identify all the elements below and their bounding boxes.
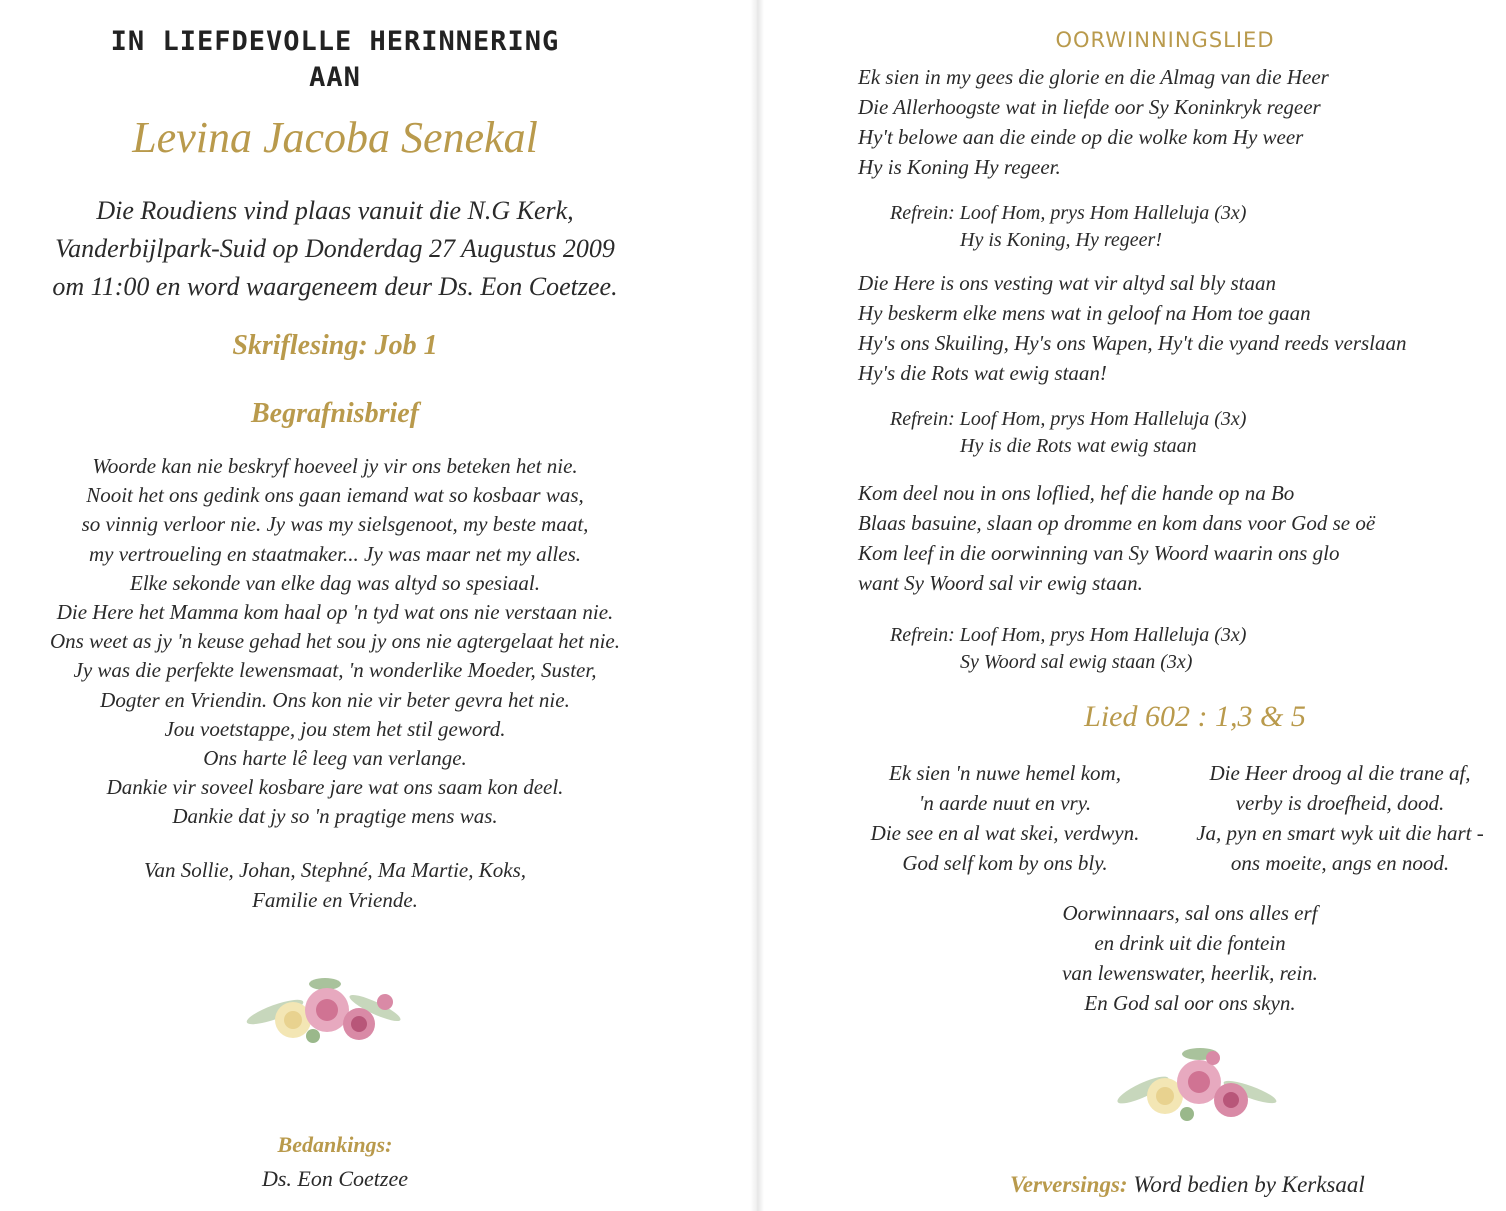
refrain-line: Refrein: Loof Hom, prys Hom Halleluja (3x): [890, 202, 1247, 224]
verse-line: Die Allerhoogste wat in liefde oor Sy Koninkryk regeer: [858, 95, 1321, 119]
verse-line: Hy is Koning Hy regeer.: [858, 155, 1061, 179]
service-details: [0, 192, 670, 306]
verse-line: Kom leef in die oorwinning van Sy Woord waarin ons glo: [858, 541, 1340, 565]
rose-bouquet-icon: [1105, 1040, 1285, 1130]
hymn-line: Die see en al wat skei, verdwyn.: [870, 821, 1140, 845]
hymn-line: verby is droefheid, dood.: [1235, 791, 1445, 815]
letter-line: Dogter en Vriendin. Ons kon nie vir beter gevra het nie.: [100, 687, 570, 712]
letter-line: Dankie dat jy so 'n pragtige mens was.: [172, 804, 498, 829]
thanks-label: Bedankings:: [277, 1132, 393, 1157]
verse-line: Ek sien in my gees die glorie en die Almag van die Heer: [858, 65, 1329, 89]
hymn-title: Lied 602 : 1,3 & 5: [1084, 700, 1306, 733]
deceased-name: Levina Jacoba Senekal: [132, 113, 538, 162]
letter-line: so vinnig verloor nie. Jy was my sielsgenoot, my beste maat,: [81, 512, 589, 537]
refreshments-note: [1010, 1172, 1430, 1198]
verse-line: Hy's die Rots wat ewig staan!: [858, 361, 1107, 385]
hymn-line: God self kom by ons bly.: [902, 851, 1108, 875]
letter-line: Nooit het ons gedink ons gaan iemand wat so kosbaar was,: [86, 483, 584, 508]
hymn-verse-5: [1030, 898, 1350, 1018]
letter-line: Ons harte lê leeg van verlange.: [203, 746, 467, 771]
refrain-line: Hy is Koning, Hy regeer!: [960, 229, 1162, 251]
letter-line: Die Here het Mamma kom haal op 'n tyd wat ons nie verstaan nie.: [56, 600, 614, 625]
refrain-line: Refrein: Loof Hom, prys Hom Halleluja (3x): [890, 624, 1247, 646]
memorial-header: IN LIEFDEVOLLE HERINNERING: [110, 26, 560, 57]
letter-title: Begrafnisbrief: [251, 398, 419, 429]
hymn-verse-1: [850, 758, 1160, 878]
service-line: Die Roudiens vind plaas vanuit die N.G Kerk,: [96, 196, 574, 225]
memorial-header-aan: AAN: [309, 62, 361, 93]
verse-line: Hy't belowe aan die einde op die wolke kom Hy weer: [858, 125, 1304, 149]
hymn-line: En God sal oor ons skyn.: [1084, 991, 1296, 1015]
verse-line: Kom deel nou in ons loflied, hef die hande op na Bo: [858, 481, 1295, 505]
signoff-line: Familie en Vriende.: [252, 888, 418, 912]
letter-line: Ons weet as jy 'n keuse gehad het sou jy ons nie agtergelaat het nie.: [49, 629, 620, 654]
signoff-line: Van Sollie, Johan, Stephné, Ma Martie, Koks,: [143, 858, 527, 882]
service-line: om 11:00 en word waargeneem deur Ds. Eon Coetzee.: [52, 272, 618, 301]
song-verse-2: [858, 268, 1498, 388]
hymn-line: 'n aarde nuut en vry.: [918, 791, 1092, 815]
song-verse-1: [858, 62, 1498, 182]
letter-line: Jy was die perfekte lewensmaat, 'n wonderlike Moeder, Suster,: [73, 658, 597, 683]
song-refrain-3: [890, 622, 1410, 676]
letter-line: Elke sekonde van elke dag was altyd so spesiaal.: [130, 570, 540, 595]
hymn-line: Oorwinnaars, sal ons alles erf: [1062, 901, 1318, 925]
hymn-line: en drink uit die fontein: [1094, 931, 1286, 955]
verse-line: Hy's ons Skuiling, Hy's ons Wapen, Hy't die vyand reeds verslaan: [858, 331, 1407, 355]
hymn-line: van lewenswater, heerlik, rein.: [1062, 961, 1318, 985]
thanks-name: Ds. Eon Coetzee: [261, 1166, 409, 1191]
song-refrain-2: [890, 406, 1410, 460]
song-title: OORWINNINGSLIED: [1055, 28, 1275, 52]
rose-bouquet-icon: [235, 972, 415, 1052]
verse-line: Hy beskerm elke mens wat in geloof na Hom toe gaan: [858, 301, 1311, 325]
letter-signoff: [0, 855, 670, 915]
hymn-line: Die Heer droog al die trane af,: [1209, 761, 1471, 785]
hymn-line: Ja, pyn en smart wyk uit die hart -: [1196, 821, 1484, 845]
service-line: Vanderbijlpark-Suid op Donderdag 27 Augustus 2009: [55, 234, 615, 263]
funeral-letter: [0, 452, 670, 832]
hymn-verse-3: [1185, 758, 1495, 878]
letter-line: Dankie vir soveel kosbare jare wat ons saam kon deel.: [106, 775, 564, 800]
letter-line: my vertroueling en staatmaker... Jy was maar net my alles.: [88, 541, 582, 566]
refrain-line: Hy is die Rots wat ewig staan: [960, 435, 1197, 457]
letter-line: Woorde kan nie beskryf hoeveel jy vir ons beteken het nie.: [92, 454, 578, 478]
letter-line: Jou voetstappe, jou stem het stil geword.: [164, 716, 506, 741]
verse-line: want Sy Woord sal vir ewig staan.: [858, 571, 1143, 595]
refreshments-label: Verversings:: [1010, 1172, 1128, 1197]
hymn-line: ons moeite, angs en nood.: [1230, 851, 1450, 875]
refrain-line: Refrein: Loof Hom, prys Hom Halleluja (3x): [890, 408, 1247, 430]
refrain-line: Sy Woord sal ewig staan (3x): [960, 651, 1193, 673]
page-fold-divider: [750, 0, 764, 1211]
verse-line: Die Here is ons vesting wat vir altyd sal bly staan: [858, 271, 1277, 295]
scripture-reading: Skriflesing: Job 1: [232, 330, 438, 361]
verse-line: Blaas basuine, slaan op dromme en kom dans voor God se oë: [858, 511, 1376, 535]
song-verse-3: [858, 478, 1498, 598]
left-panel: [0, 0, 740, 1211]
hymn-line: Ek sien 'n nuwe hemel kom,: [889, 761, 1121, 785]
refreshments-value: Word bedien by Kerksaal: [1133, 1172, 1365, 1197]
song-refrain-1: [890, 200, 1410, 254]
